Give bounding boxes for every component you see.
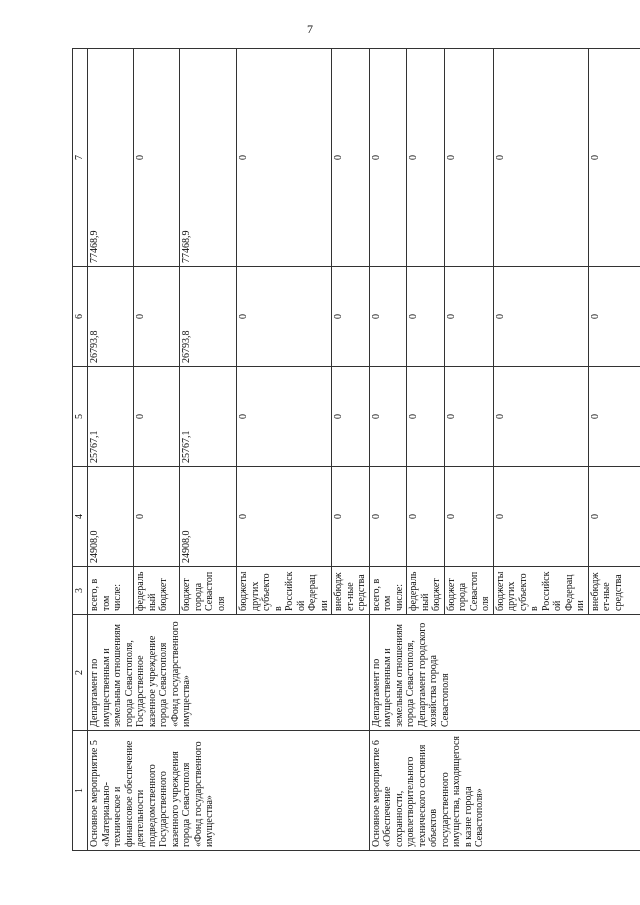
header-cell: 4 (73, 467, 88, 567)
executor-cell: Департамент по имущественным и земельным отношениям города Севастополя, Государственное казенное учреждение города Севастополя «Фонд государственного имущества» (88, 615, 370, 731)
value-cell: 0 (237, 467, 332, 567)
value-cell: 0 (407, 367, 445, 467)
value-cell: 0 (369, 467, 407, 567)
value-cell: 0 (588, 367, 640, 467)
value-cell: 25767,1 (180, 367, 237, 467)
value-cell: 0 (444, 467, 493, 567)
value-cell: 0 (134, 367, 180, 467)
source-cell: федеральный бюджет (407, 567, 445, 615)
value-cell: 0 (332, 367, 370, 467)
source-cell: федеральный бюджет (134, 567, 180, 615)
measure-cell: Основное мероприятие 6 «Обеспечение сохранности, удовлетворительного технического состояния объектов государственного имущества, находящегося в казне города Севастополя» (369, 731, 640, 851)
value-cell: 0 (332, 467, 370, 567)
measure-cell: Основное мероприятие 5 «Материально-техническое и финансовое обеспечение деятельности подведомственного Государственного казенного учреждения города Севастополя «Фонд государственного имущества» (88, 731, 370, 851)
source-cell: внебюджет-ные средства (588, 567, 640, 615)
value-cell: 0 (369, 367, 407, 467)
value-cell: 77468,9 (88, 49, 134, 267)
value-cell: 26793,8 (88, 267, 134, 367)
value-cell: 0 (444, 267, 493, 367)
source-cell: бюджет города Севастополя (180, 567, 237, 615)
value-cell: 0 (237, 367, 332, 467)
value-cell: 0 (444, 49, 493, 267)
value-cell: 25767,1 (88, 367, 134, 467)
value-cell: 0 (407, 467, 445, 567)
source-cell: всего, в том числе: (369, 567, 407, 615)
header-row (73, 49, 88, 851)
source-cell: всего, в том числе: (88, 567, 134, 615)
page-number: 7 (307, 22, 313, 36)
value-cell: 0 (407, 267, 445, 367)
value-cell: 0 (237, 49, 332, 267)
value-cell: 0 (332, 49, 370, 267)
value-cell: 0 (237, 267, 332, 367)
header-cell: 1 (73, 731, 88, 851)
source-cell: бюджет города Севастополя (444, 567, 493, 615)
value-cell: 0 (493, 267, 588, 367)
value-cell: 0 (369, 267, 407, 367)
value-cell: 26793,8 (180, 267, 237, 367)
value-cell: 24908,0 (180, 467, 237, 567)
value-cell: 0 (369, 49, 407, 267)
value-cell: 0 (134, 467, 180, 567)
table-row (369, 49, 407, 851)
value-cell: 0 (493, 367, 588, 467)
value-cell: 0 (493, 467, 588, 567)
source-cell: бюджеты других субъектов Российской Федерации (493, 567, 588, 615)
header-cell: 3 (73, 567, 88, 615)
source-cell: бюджеты других субъектов Российской Федерации (237, 567, 332, 615)
header-cell: 6 (73, 267, 88, 367)
source-cell: внебюджет-ные средства (332, 567, 370, 615)
header-cell: 2 (73, 615, 88, 731)
value-cell: 0 (588, 267, 640, 367)
value-cell: 77468,9 (180, 49, 237, 267)
value-cell: 0 (588, 49, 640, 267)
value-cell: 0 (588, 467, 640, 567)
header-cell: 7 (73, 49, 88, 267)
value-cell: 0 (493, 49, 588, 267)
value-cell: 24908,0 (88, 467, 134, 567)
value-cell: 0 (444, 367, 493, 467)
value-cell: 0 (134, 49, 180, 267)
funding-table (72, 48, 640, 851)
rotated-table-container (72, 49, 624, 851)
executor-cell: Департамент по имущественным и земельным отношениям города Севастополя, Департамент городского хозяйства города Севастополя (369, 615, 640, 731)
table-row (88, 49, 134, 851)
value-cell: 0 (134, 267, 180, 367)
value-cell: 0 (332, 267, 370, 367)
value-cell: 0 (407, 49, 445, 267)
header-cell: 5 (73, 367, 88, 467)
